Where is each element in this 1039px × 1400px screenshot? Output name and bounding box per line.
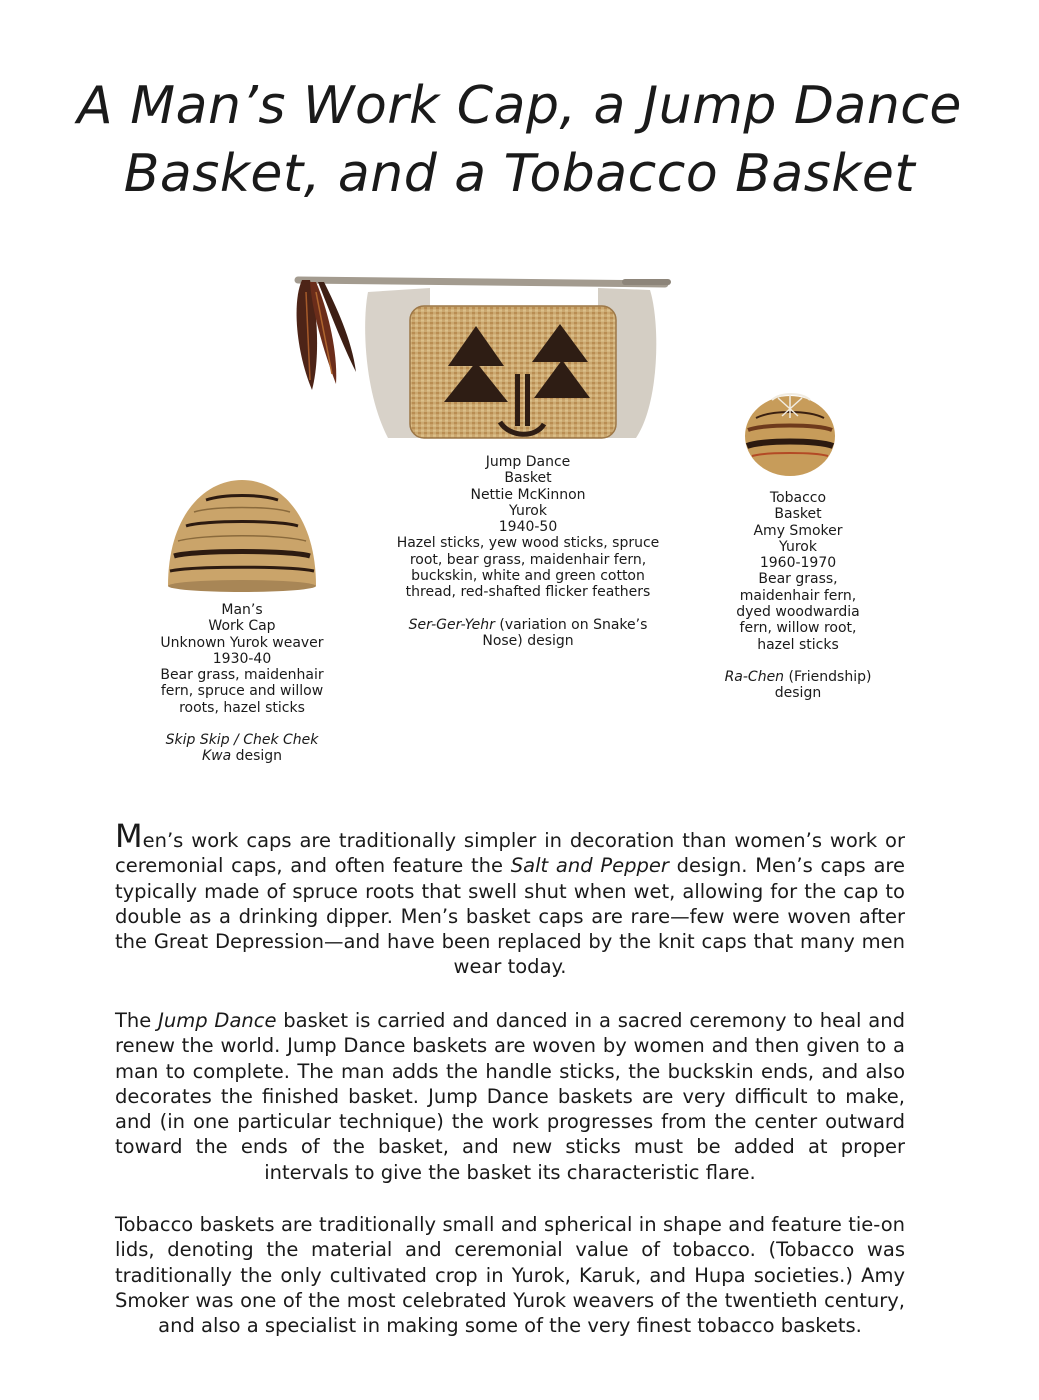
drop-cap: M	[115, 817, 143, 855]
caption-line: thread, red-shafted flicker feathers	[405, 584, 651, 601]
caption-line: Bear grass,	[758, 571, 838, 588]
caption-line: 1930-40	[212, 650, 272, 667]
emphasis: Jump Dance	[158, 1009, 277, 1032]
caption-line: Yurok	[779, 538, 817, 555]
design-line: Kwa design	[201, 748, 283, 765]
caption-line: Yurok	[509, 502, 547, 519]
caption-line: hazel sticks	[757, 636, 839, 653]
design-name: Skip Skip / Chek Chek	[165, 732, 319, 749]
paragraph-jump-dance: The Jump Dance basket is carried and danced in a sacred ceremony to heal and renew the world. Jump Dance baskets are woven by women and then given to a man to complete. The man adds the handle sticks, the buckskin ends, and also decorates the finished basket. Jump Dance baskets are very difficult to make, and (in one particular technique) the work progresses from the center outward toward the ends of the basket, and new sticks must be added at proper intervals to give the basket its characteristic flare.	[115, 1009, 905, 1184]
caption-line: root, bear grass, maidenhair fern,	[409, 551, 647, 568]
caption-line: Hazel sticks, yew wood sticks, spruce	[396, 535, 660, 552]
caption-line: Unknown Yurok weaver	[160, 634, 324, 651]
emphasis: Salt and Pepper	[510, 854, 669, 878]
jump-dance-basket-image	[280, 262, 680, 447]
caption-line: Nettie McKinnon	[470, 486, 586, 503]
jump-dance-caption	[378, 454, 678, 649]
caption-line: Jump Dance	[485, 454, 571, 470]
design-line	[132, 732, 352, 748]
design-name: Kwa	[201, 748, 232, 765]
caption-line: Basket	[774, 506, 822, 523]
design-line: Nose) design	[482, 632, 574, 649]
caption-line: Bear grass, maidenhair	[160, 667, 324, 684]
caption-line: Amy Smoker	[753, 522, 843, 539]
caption-line: fern, spruce and willow	[160, 683, 324, 700]
design-line: design	[774, 685, 822, 702]
caption-line: Tobacco	[769, 490, 827, 506]
caption-line: Man’s	[221, 602, 263, 618]
caption-line: Work Cap	[208, 618, 276, 635]
design-name: Ser-Ger-Yehr	[408, 616, 495, 633]
caption-line: Basket	[504, 470, 552, 487]
paragraph-tobacco: Tobacco baskets are traditionally small and spherical in shape and feature tie-on lids, denoting the material and ceremonial value of tobacco. (Tobacco was traditionally the only cultivated crop in Yurok, Karuk, and Hupa societies.) Amy Smoker was one of the most celebrated Yurok weavers of the twentieth century, and also a specialist in making some of the very finest tobacco baskets.	[115, 1213, 905, 1338]
design-line: Ra-Chen (Friendship)	[724, 668, 872, 685]
design-line: Ser-Ger-Yehr (variation on Snake’s	[408, 616, 648, 633]
design-name: Ra-Chen	[724, 668, 785, 685]
work-cap-basket-image	[164, 476, 320, 596]
caption-line: roots, hazel sticks	[179, 699, 305, 716]
tobacco-caption	[698, 490, 898, 702]
work-cap-caption	[132, 602, 352, 765]
caption-line: 1940-50	[498, 519, 558, 536]
title-line-1: A Man’s Work Cap, a Jump Dance	[77, 76, 962, 136]
caption-line: fern, willow root,	[739, 620, 857, 637]
caption-line: buckskin, white and green cotton	[411, 568, 645, 585]
caption-line: maidenhair fern,	[739, 587, 857, 604]
caption-line: 1960-1970	[759, 555, 837, 572]
caption-line: dyed woodwardia	[736, 604, 860, 621]
title-line-2: Basket, and a Tobacco Basket	[123, 144, 916, 204]
paragraph-work-caps: Men’s work caps are traditionally simpler in decoration than women’s work or ceremonial caps, and often feature the Salt and Pepper design. Men’s caps are typically made of spruce roots that swell shut when wet, allowing for the cap to double as a drinking dipper. Men’s basket caps are rare—few were woven after the Great Depression—and have been replaced by the knit caps that many men wear today.	[115, 817, 905, 979]
tobacco-basket-image	[742, 390, 838, 478]
page-title	[40, 72, 999, 208]
